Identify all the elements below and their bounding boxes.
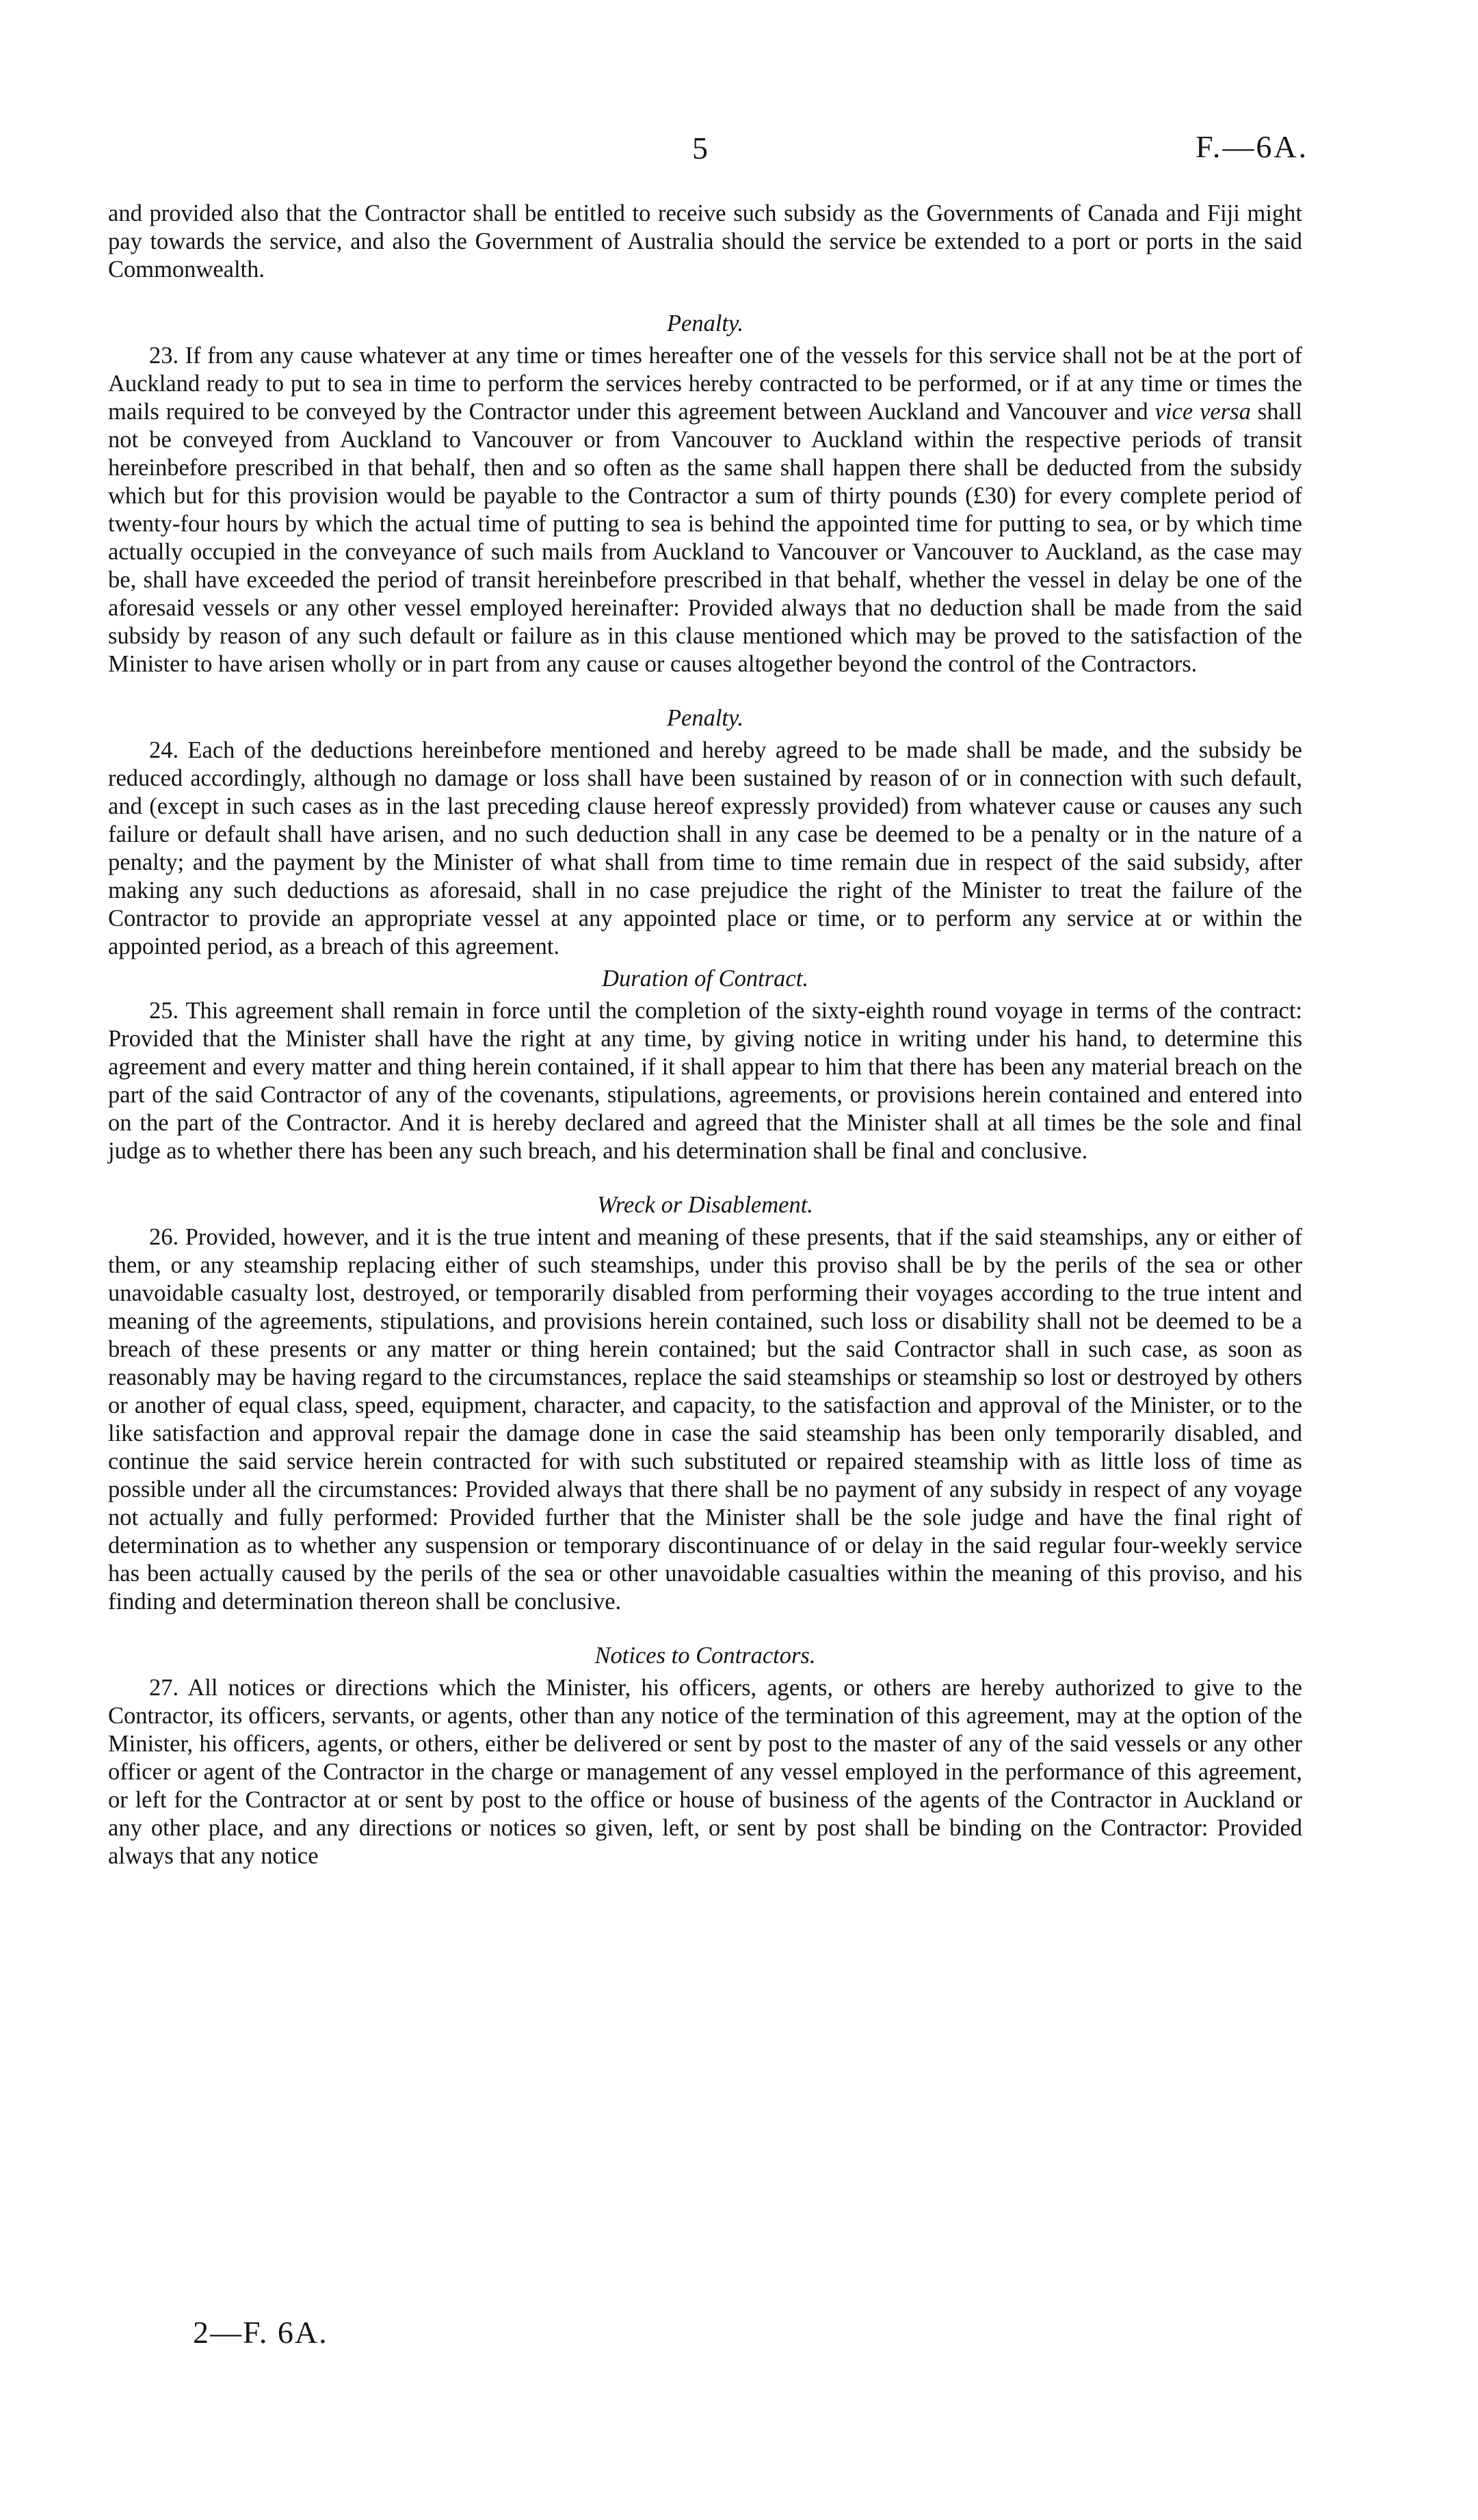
section-25-paragraph: 25. This agreement shall remain in force until the completion of the sixty-eighth round voyage in terms of the contract: Provided that the Minister shall have the right at any time, by giving notice in writing under his hand, to determine this agreement and every matter and thing herein contained, if it shall appear to him that there has been any material breach on the part of the said Contractor of any of the covenants, stipulations, agreements, or provisions herein contained and entered into on the part of the Contractor. And it is hereby declared and agreed that the Minister shall at all times be the sole and final judge as to whether there has been any such breach, and his determination shall be final and conclusive. [108, 998, 1302, 1164]
section-27-heading: Notices to Contractors. [594, 1643, 816, 1669]
document-body [108, 200, 1302, 1870]
document-reference: F.—6A. [1196, 129, 1309, 164]
intro-paragraph: and provided also that the Contractor shall be entitled to receive such subsidy as the Governments of Canada and Fiji might pay towards the service, and also the Government of Australia should the service be extended to a port or ports in the said Commonwealth. [108, 200, 1302, 282]
section-25-heading: Duration of Contract. [602, 966, 808, 992]
section-27-paragraph: 27. All notices or directions which the Minister, his officers, agents, or others are hereby authorized to give to the Contractor, its officers, servants, or agents, other than any notice of the termination of this agreement, may at the option of the Minister, his officers, agents, or others, either be delivered or sent by post to the master of any of the said vessels or any other officer or agent of the Contractor in the charge or management of any vessel employed in the performance of this agreement, or left for the Contractor at or sent by post to the office or house of business of the agents of the Contractor in Auckland or any other place, and any directions or notices so given, left, or sent by post shall be binding on the Contractor: Provided always that any notice [108, 1675, 1302, 1869]
section-26-paragraph: 26. Provided, however, and it is the true intent and meaning of these presents, that if the said steamships, any or either of them, or any steamship replacing either of such steamships, under this proviso shall be by the perils of the sea or other unavoidable casualty lost, destroyed, or temporarily disabled from performing their voyages according to the true intent and meaning of the agreements, stipulations, and provisions herein contained, such loss or disability shall not be deemed to be a breach of these presents or any matter or thing herein contained; but the said Contractor shall in such case, as soon as reasonably may be having regard to the circumstances, replace the said steamships or steamship so lost or destroyed by others or another of equal class, speed, equipment, character, and capacity, to the satisfaction and approval of the Minister, or to the like satisfaction and approval repair the damage done in case the said steamship has been only temporarily disabled, and continue the said service herein contracted for with such substituted or repaired steamship with as little loss of time as possible under all the circumstances: Provided always that there shall be no payment of any subsidy in respect of any voyage not actually and fully performed: Provided further that the Minister shall be the sole judge and have the final right of determination as to whether any suspension or temporary discontinuance of or delay in the said regular four-weekly service has been actually caused by the perils of the sea or other unavoidable casualties within the meaning of this proviso, and his finding and determination thereon shall be conclusive. [108, 1224, 1302, 1615]
section-23-italic: vice versa [1154, 399, 1251, 425]
section-24-heading: Penalty. [666, 705, 744, 731]
section-23-heading: Penalty. [666, 310, 744, 336]
signature-mark: 2—F. 6A. [193, 2315, 328, 2350]
section-24-paragraph: 24. Each of the deductions hereinbefore mentioned and hereby agreed to be made shall be made, and the subsidy be reduced accordingly, although no damage or loss shall have been sustained by reason of or in connection with such default, and (except in such cases as in the last preceding clause hereof expressly provided) from whatever cause or causes any such failure or default shall have arisen, and no such deduction shall in any case be deemed to be a penalty or in the nature of a penalty; and the payment by the Minister of what shall from time to time remain due in respect of the said subsidy, after making any such deductions as aforesaid, shall in no case prejudice the right of the Minister to treat the failure of the Contractor to provide an appropriate vessel at any appointed place or time, or to perform any service at or within the appointed period, as a breach of this agreement. [108, 737, 1302, 959]
section-23-text-a: 23. If from any cause whatever at any time or times hereafter one of the vessels for this service shall not be at the port of Auckland ready to put to sea in time to perform the services hereby contracted to be performed, or if at any time or times the mails required to be conveyed by the Contractor under this agreement between Auckland and Vancouver and [108, 343, 1302, 425]
section-23-paragraph [108, 342, 1302, 678]
page-number: 5 [692, 131, 708, 165]
section-23-text-b: shall not be conveyed from Auckland to Vancouver or from Vancouver to Auckland within the respective periods of transit hereinbefore prescribed in that behalf, then and so often as the same shall happen there shall be deducted from the subsidy which but for this provision would be payable to the Contractor a sum of thirty pounds (£30) for every complete period of twenty-four hours by which the actual time of putting to sea is behind the appointed time for putting to sea, or by which time actually occupied in the conveyance of such mails from Auckland to Vancouver or Vancouver to Auckland, as the case may be, shall have exceeded the period of transit hereinbefore prescribed in that behalf, whether the vessel in delay be one of the aforesaid vessels or any other vessel employed hereinafter: Provided always that no deduction shall be made from the said subsidy by reason of any such default or failure as in this clause mentioned which may be proved to the satisfaction of the Minister to have arisen wholly or in part from any cause or causes altogether beyond the control of the Contractors. [108, 399, 1302, 677]
section-26-heading: Wreck or Disablement. [597, 1192, 813, 1218]
